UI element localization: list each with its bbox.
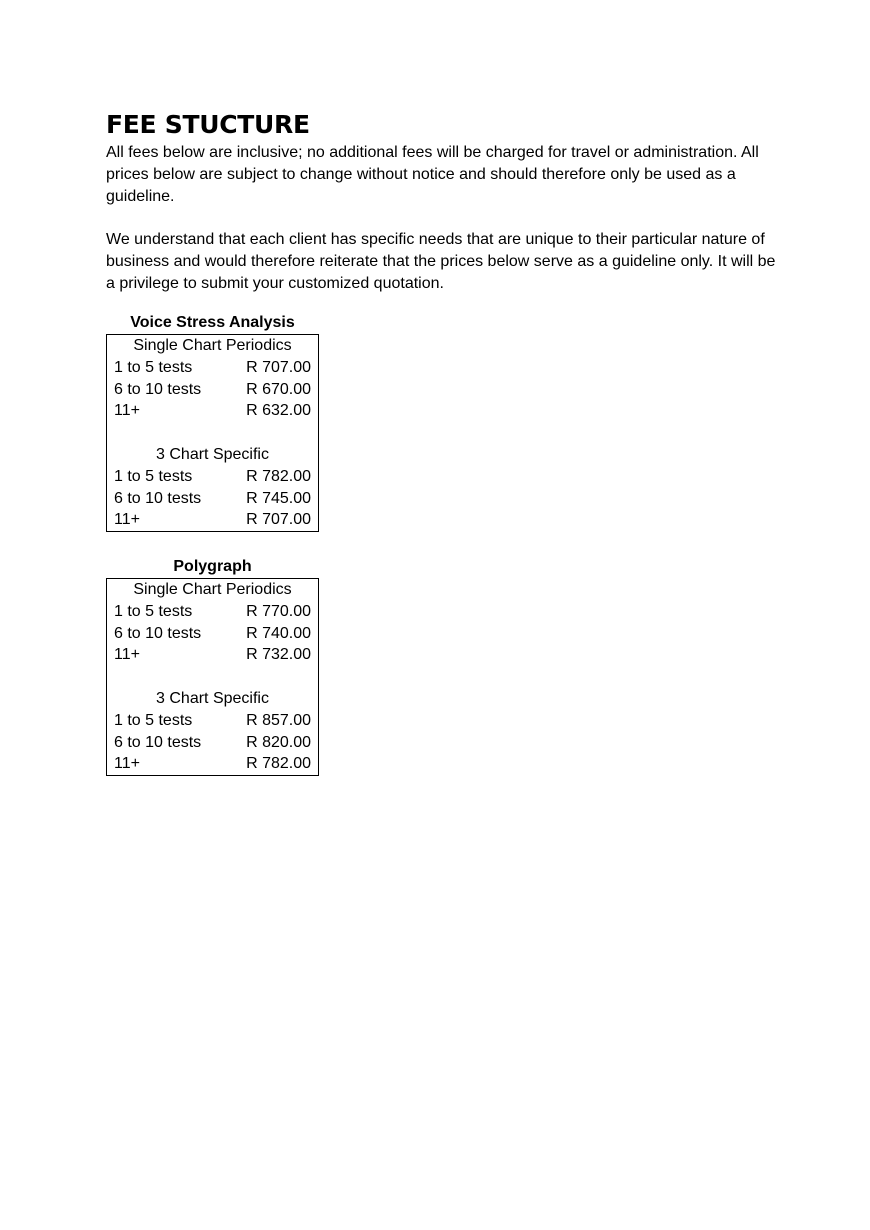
fee-price: R 732.00 — [246, 646, 311, 664]
fee-row — [114, 644, 311, 666]
group-spacer — [114, 422, 311, 444]
fee-row — [114, 379, 311, 401]
section-heading: Polygraph — [173, 558, 252, 575]
fee-label: 11+ — [114, 511, 140, 529]
fee-row — [114, 623, 311, 645]
fee-row — [114, 466, 311, 488]
fee-price: R 820.00 — [246, 733, 311, 751]
fee-row — [114, 509, 311, 531]
fee-price: R 670.00 — [246, 380, 311, 398]
fee-price: R 632.00 — [246, 402, 311, 420]
fee-row — [114, 400, 311, 422]
fee-price: R 782.00 — [246, 467, 311, 485]
guideline-paragraph: We understand that each client has specific needs that are unique to their particular nature of business and would therefore reiterate that the prices below serve as a guideline only. It will be a privilege to submit your customized quotation. — [106, 231, 776, 292]
fee-section-polygraph — [106, 556, 319, 776]
fee-price: R 770.00 — [246, 602, 311, 620]
fee-label: 1 to 5 tests — [114, 467, 193, 485]
page-title: FEE STUCTURE — [106, 110, 310, 139]
fee-label: 6 to 10 tests — [114, 733, 202, 751]
fee-table — [106, 334, 319, 532]
fee-row — [114, 357, 311, 379]
group-spacer — [114, 666, 311, 688]
fee-label: 6 to 10 tests — [114, 489, 202, 507]
fee-price: R 707.00 — [246, 511, 311, 529]
document-body — [106, 108, 786, 295]
fee-price: R 707.00 — [246, 358, 311, 376]
group-title: 3 Chart Specific — [156, 445, 269, 463]
fee-label: 1 to 5 tests — [114, 358, 193, 376]
group-title: 3 Chart Specific — [156, 689, 269, 707]
fee-table — [106, 578, 319, 776]
fee-price: R 740.00 — [246, 624, 311, 642]
fee-row — [114, 710, 311, 732]
group-title: Single Chart Periodics — [133, 581, 292, 598]
section-heading: Voice Stress Analysis — [130, 314, 295, 331]
fee-label: 1 to 5 tests — [114, 711, 193, 729]
fee-price: R 745.00 — [246, 489, 311, 507]
fee-row — [114, 488, 311, 510]
fee-label: 11+ — [114, 755, 140, 773]
group-title: Single Chart Periodics — [133, 337, 292, 354]
fee-row — [114, 753, 311, 775]
fee-label: 6 to 10 tests — [114, 624, 202, 642]
intro-paragraph: All fees below are inclusive; no additional fees will be charged for travel or administration. All prices below are subject to change without notice and should therefore only be used as a guideline. — [106, 144, 759, 205]
fee-price: R 782.00 — [246, 755, 311, 773]
fee-price: R 857.00 — [246, 711, 311, 729]
fee-label: 6 to 10 tests — [114, 380, 202, 398]
fee-label: 1 to 5 tests — [114, 602, 193, 620]
fee-row — [114, 601, 311, 623]
fee-label: 11+ — [114, 402, 140, 420]
fee-section-voice-stress-analysis — [106, 312, 319, 532]
fee-label: 11+ — [114, 646, 140, 664]
fee-row — [114, 732, 311, 754]
